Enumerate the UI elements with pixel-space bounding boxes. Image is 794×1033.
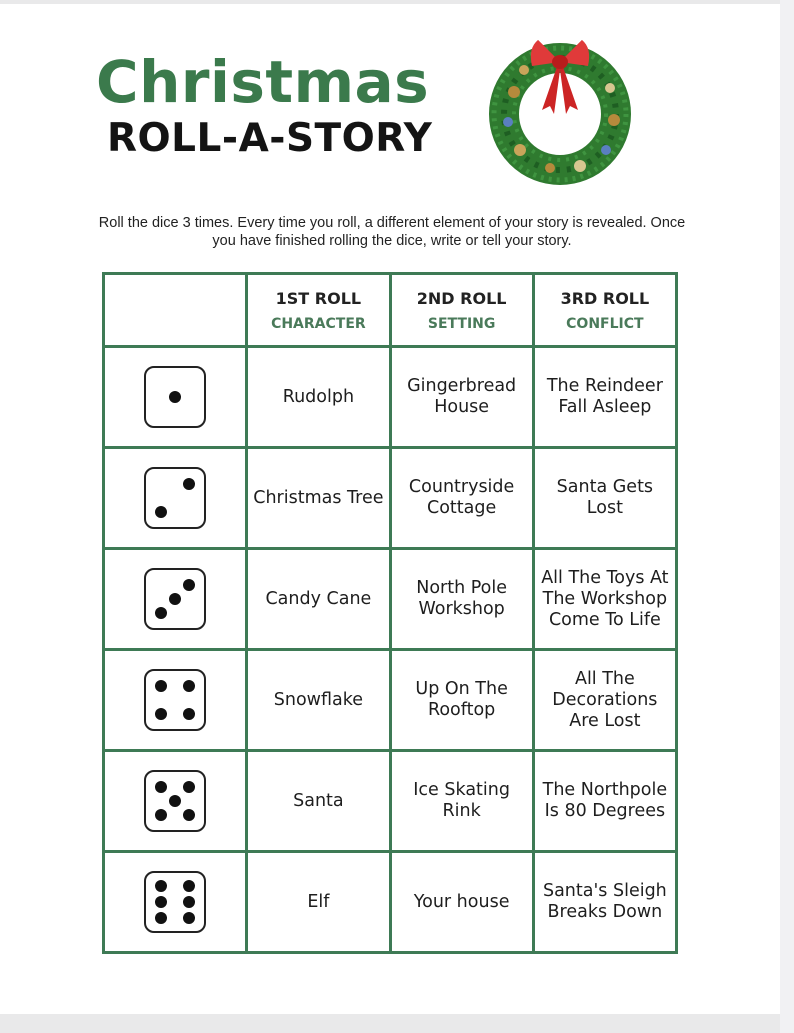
die-six-icon [143,870,207,934]
die-two-icon [143,466,207,530]
page-subtitle: ROLL-A-STORY [107,116,433,161]
character-cell [247,650,390,751]
table-row [104,751,677,852]
conflict-cell [533,650,676,751]
header-setting [390,274,533,347]
conflict-cell [533,347,676,448]
die-cell [104,852,247,953]
header-conflict [533,274,676,347]
setting-text: Up On The Rooftop [415,679,508,720]
setting-text: Countryside Cottage [408,477,515,518]
conflict-text: Santa's Sleigh Breaks Down [542,881,667,922]
table-header-row [104,274,677,347]
setting-cell [390,347,533,448]
character-text: Santa [293,790,344,811]
setting-cell [390,549,533,650]
header-character [247,274,390,347]
header-roll-label: 1ST ROLL [275,288,362,308]
setting-text: Gingerbread House [407,376,517,417]
character-text: Snowflake [273,689,363,710]
table-row [104,852,677,953]
setting-text: Your house [413,891,510,912]
die-three-icon [143,567,207,631]
setting-cell [390,852,533,953]
die-cell [104,549,247,650]
roll-a-story-table [102,272,678,954]
table-row [104,549,677,650]
conflict-text: Santa Gets Lost [556,477,654,518]
conflict-cell [533,751,676,852]
header-category-label: CHARACTER [271,315,366,332]
conflict-cell [533,448,676,549]
worksheet-page [0,4,780,1014]
instructions-text: Roll the dice 3 times. Every time you roll, a different element of your story is revealed. Once you have finished rolling the dice, write or tell your story. [98,215,686,249]
conflict-text: The Northpole Is 80 Degrees [542,780,668,821]
conflict-text: All The Decorations Are Lost [552,668,658,731]
page-edge [780,0,794,1033]
conflict-text: The Reindeer Fall Asleep [546,376,663,417]
table-row [104,448,677,549]
character-cell [247,347,390,448]
character-text: Candy Cane [265,588,372,609]
conflict-text: All The Toys At The Workshop Come To Life [541,567,669,630]
setting-cell [390,751,533,852]
setting-text: North Pole Workshop [416,578,508,619]
character-text: Christmas Tree [253,487,384,508]
character-cell [247,751,390,852]
die-cell [104,347,247,448]
conflict-cell [533,852,676,953]
table-row [104,650,677,751]
header-die-cell [104,274,247,347]
setting-text: Ice Skating Rink [413,780,510,821]
character-cell [247,852,390,953]
die-one-icon [143,365,207,429]
header-roll-label: 2ND ROLL [416,288,507,308]
conflict-cell [533,549,676,650]
character-cell [247,549,390,650]
setting-cell [390,650,533,751]
christmas-wreath-icon [480,22,640,186]
character-text: Elf [307,891,330,912]
character-cell [247,448,390,549]
page-title: Christmas [96,48,430,116]
setting-cell [390,448,533,549]
die-cell [104,650,247,751]
die-cell [104,751,247,852]
header-category-label: SETTING [427,315,496,332]
header-category-label: CONFLICT [566,315,644,332]
table-row [104,347,677,448]
die-five-icon [143,769,207,833]
character-text: Rudolph [282,386,355,407]
header-roll-label: 3RD ROLL [560,288,650,308]
die-cell [104,448,247,549]
die-four-icon [143,668,207,732]
